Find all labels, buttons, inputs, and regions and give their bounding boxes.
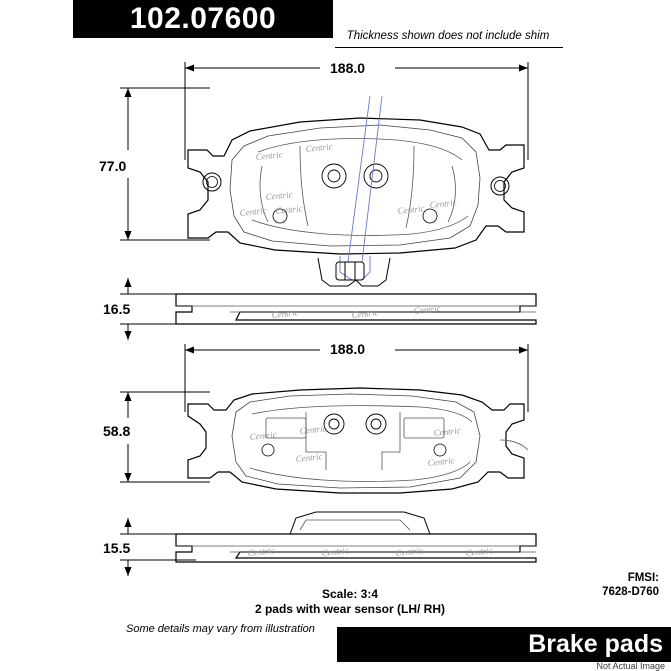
svg-text:Centric: Centric — [427, 455, 456, 468]
svg-text:Centric: Centric — [433, 425, 462, 438]
watermark-group — [239, 141, 493, 558]
front-pad-side-view — [176, 294, 536, 324]
pads-label: 2 pads with wear sensor (LH/ RH) — [254, 602, 446, 616]
front-pad-top-view — [188, 118, 524, 254]
dimension-bottom-width: 188.0 — [330, 341, 366, 357]
svg-text:Centric: Centric — [305, 141, 334, 154]
brand-label: Brake pads — [528, 630, 663, 658]
dimension-bottom-height: 58.8 — [103, 423, 131, 439]
svg-text:Centric: Centric — [271, 307, 300, 320]
svg-text:Centric: Centric — [429, 197, 458, 210]
dimension-top-thickness: 16.5 — [103, 301, 131, 317]
svg-text:Centric: Centric — [295, 451, 324, 464]
rear-pad-side-view — [176, 512, 536, 562]
svg-text:Centric: Centric — [413, 303, 442, 316]
dimension-lines-top-thickness — [120, 278, 196, 340]
svg-text:Centric: Centric — [275, 203, 304, 216]
thickness-note-underline — [335, 47, 563, 48]
dimension-lines-top — [120, 62, 528, 240]
svg-text:Centric: Centric — [249, 429, 278, 442]
svg-text:Centric: Centric — [255, 149, 284, 162]
disclaimer: Some details may vary from illustration — [126, 623, 315, 635]
dimension-top-height: 77.0 — [99, 158, 127, 174]
svg-text:Centric: Centric — [299, 423, 328, 436]
svg-text:Centric: Centric — [465, 545, 494, 558]
not-actual-image-note: Not Actual Image — [596, 661, 665, 671]
svg-text:Centric: Centric — [397, 203, 426, 216]
svg-text:Centric: Centric — [321, 545, 350, 558]
svg-text:Centric: Centric — [265, 189, 294, 202]
rear-pad-top-view — [188, 388, 528, 493]
fmsi-label: FMSI: — [627, 572, 659, 584]
wear-sensor-clip — [318, 258, 390, 286]
part-number: 102.07600 — [129, 2, 277, 35]
fmsi-value: 7628-D760 — [602, 586, 659, 598]
dimension-top-width: 188.0 — [330, 60, 366, 76]
thickness-note: Thickness shown does not include shim — [346, 30, 550, 42]
svg-text:Centric: Centric — [239, 205, 268, 218]
dimension-bottom-thickness: 15.5 — [103, 540, 131, 556]
wear-sensor-top — [340, 96, 382, 280]
dimension-lines-bottom — [120, 344, 528, 482]
scale-label: Scale: 3:4 — [321, 587, 379, 601]
svg-text:Centric: Centric — [247, 545, 276, 558]
svg-text:Centric: Centric — [351, 307, 380, 320]
dimension-lines-bottom-thickness — [120, 518, 196, 576]
svg-text:Centric: Centric — [395, 545, 424, 558]
